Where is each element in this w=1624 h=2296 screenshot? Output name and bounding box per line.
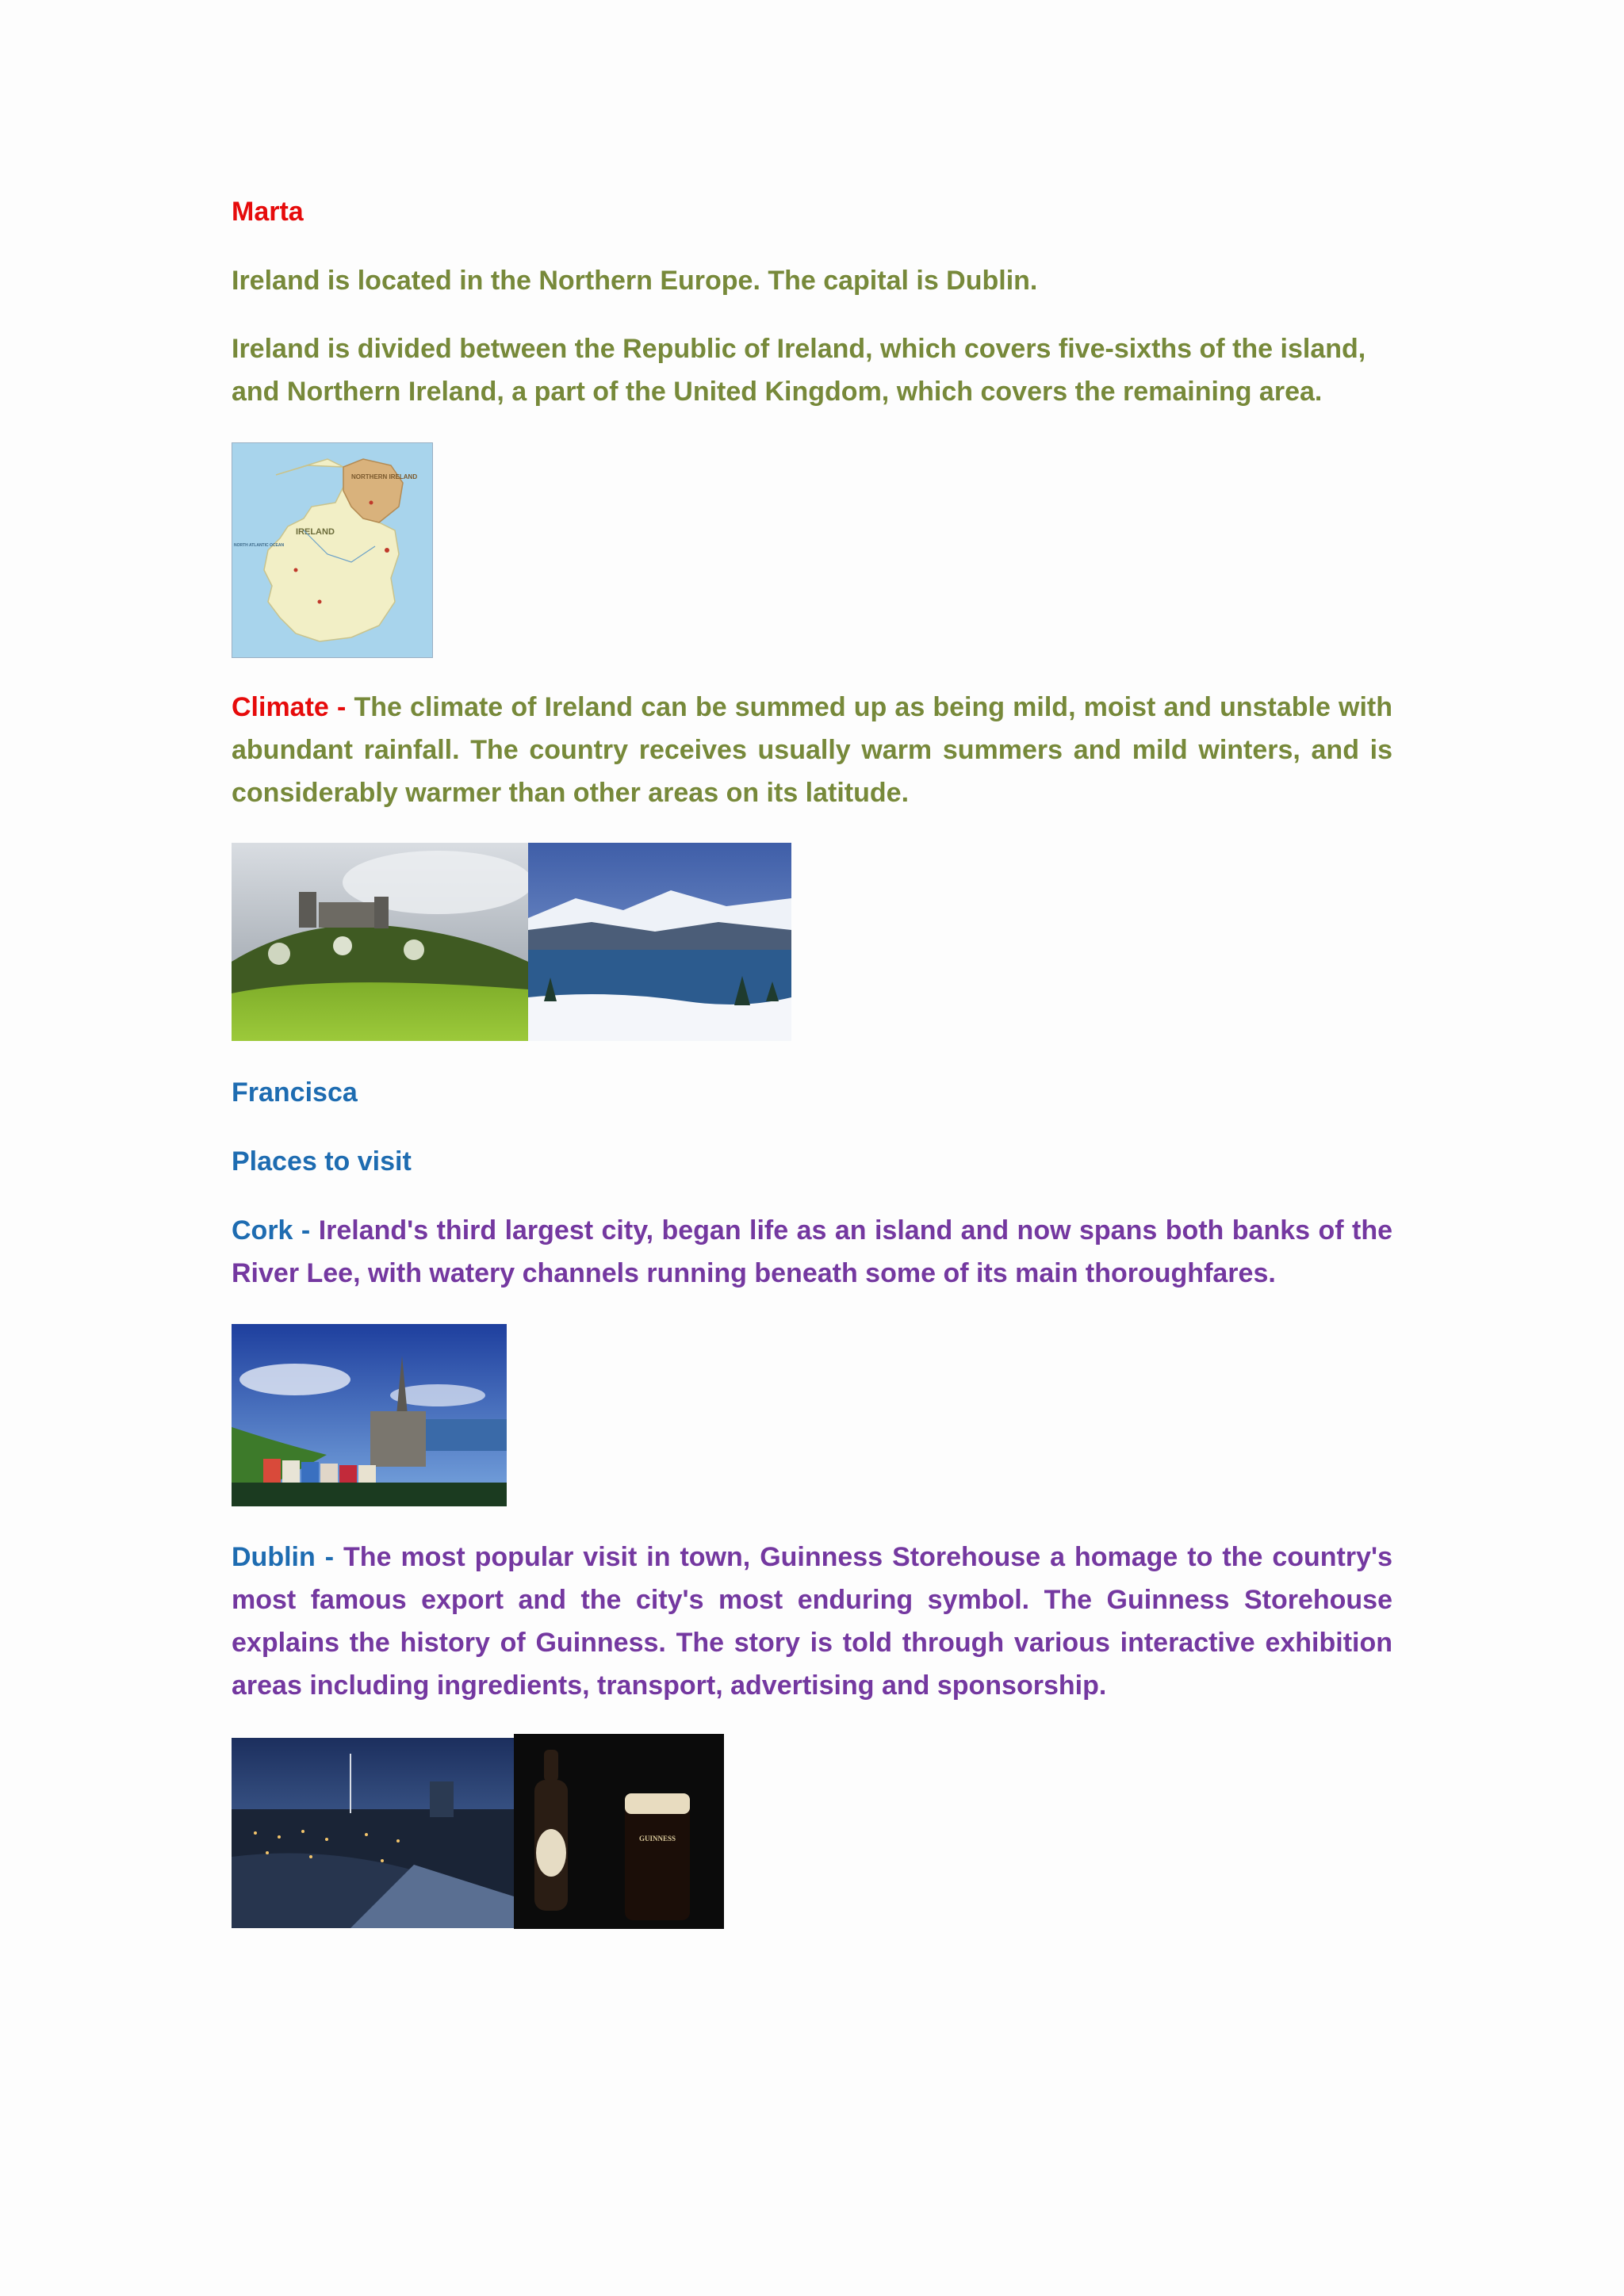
snowy-lake-photo xyxy=(528,843,791,1041)
cork-cathedral-photo xyxy=(232,1324,507,1506)
map-label-ocean: NORTH ATLANTIC OCEAN xyxy=(234,543,285,548)
dublin-text: The most popular visit in town, Guinness Storehouse a homage to the country's most famous export and the city's most enduring symbol. The Guinness Storehouse explains the history of Guinness. The story is told through various interactive exhibition areas including ingredients, transport, advertising and sponsorship. xyxy=(232,1542,1392,1701)
author-marta: Marta xyxy=(232,197,304,227)
dublin-paragraph xyxy=(232,1536,1392,1707)
cork-paragraph xyxy=(232,1209,1392,1295)
division-paragraph: Ireland is divided between the Republic of Ireland, which covers five-sixths of the island, and Northern Ireland, a part of the United Kingdom, which covers the remaining area. xyxy=(232,334,1366,407)
glass-label: GUINNESS xyxy=(638,1835,676,1843)
cork-text: Ireland's third largest city, began life as an island and now spans both banks of the River Lee, with watery channels running beneath some of its main thoroughfares. xyxy=(232,1215,1392,1288)
intro-paragraph: Ireland is located in the Northern Europe. The capital is Dublin. xyxy=(232,266,1038,296)
climate-label: Climate - xyxy=(232,692,347,722)
dublin-label: Dublin - xyxy=(232,1542,335,1572)
cork-label: Cork - xyxy=(232,1215,311,1246)
ireland-map-image xyxy=(232,442,433,658)
rock-of-cashel-photo xyxy=(232,843,528,1041)
map-label-northern-ireland: NORTHERN IRELAND xyxy=(351,473,418,480)
guinness-bottle-glass-photo xyxy=(514,1734,724,1929)
climate-paragraph xyxy=(232,686,1392,814)
places-heading: Places to visit xyxy=(232,1146,412,1177)
author-francisca: Francisca xyxy=(232,1077,358,1108)
map-label-ireland: IRELAND xyxy=(296,527,335,537)
climate-text: The climate of Ireland can be summed up as being mild, moist and unstable with abundant rainfall. The country receives usually warm summers and mild winters, and is considerably warmer than other areas on its latitude. xyxy=(232,692,1393,808)
dublin-night-photo xyxy=(232,1738,514,1928)
